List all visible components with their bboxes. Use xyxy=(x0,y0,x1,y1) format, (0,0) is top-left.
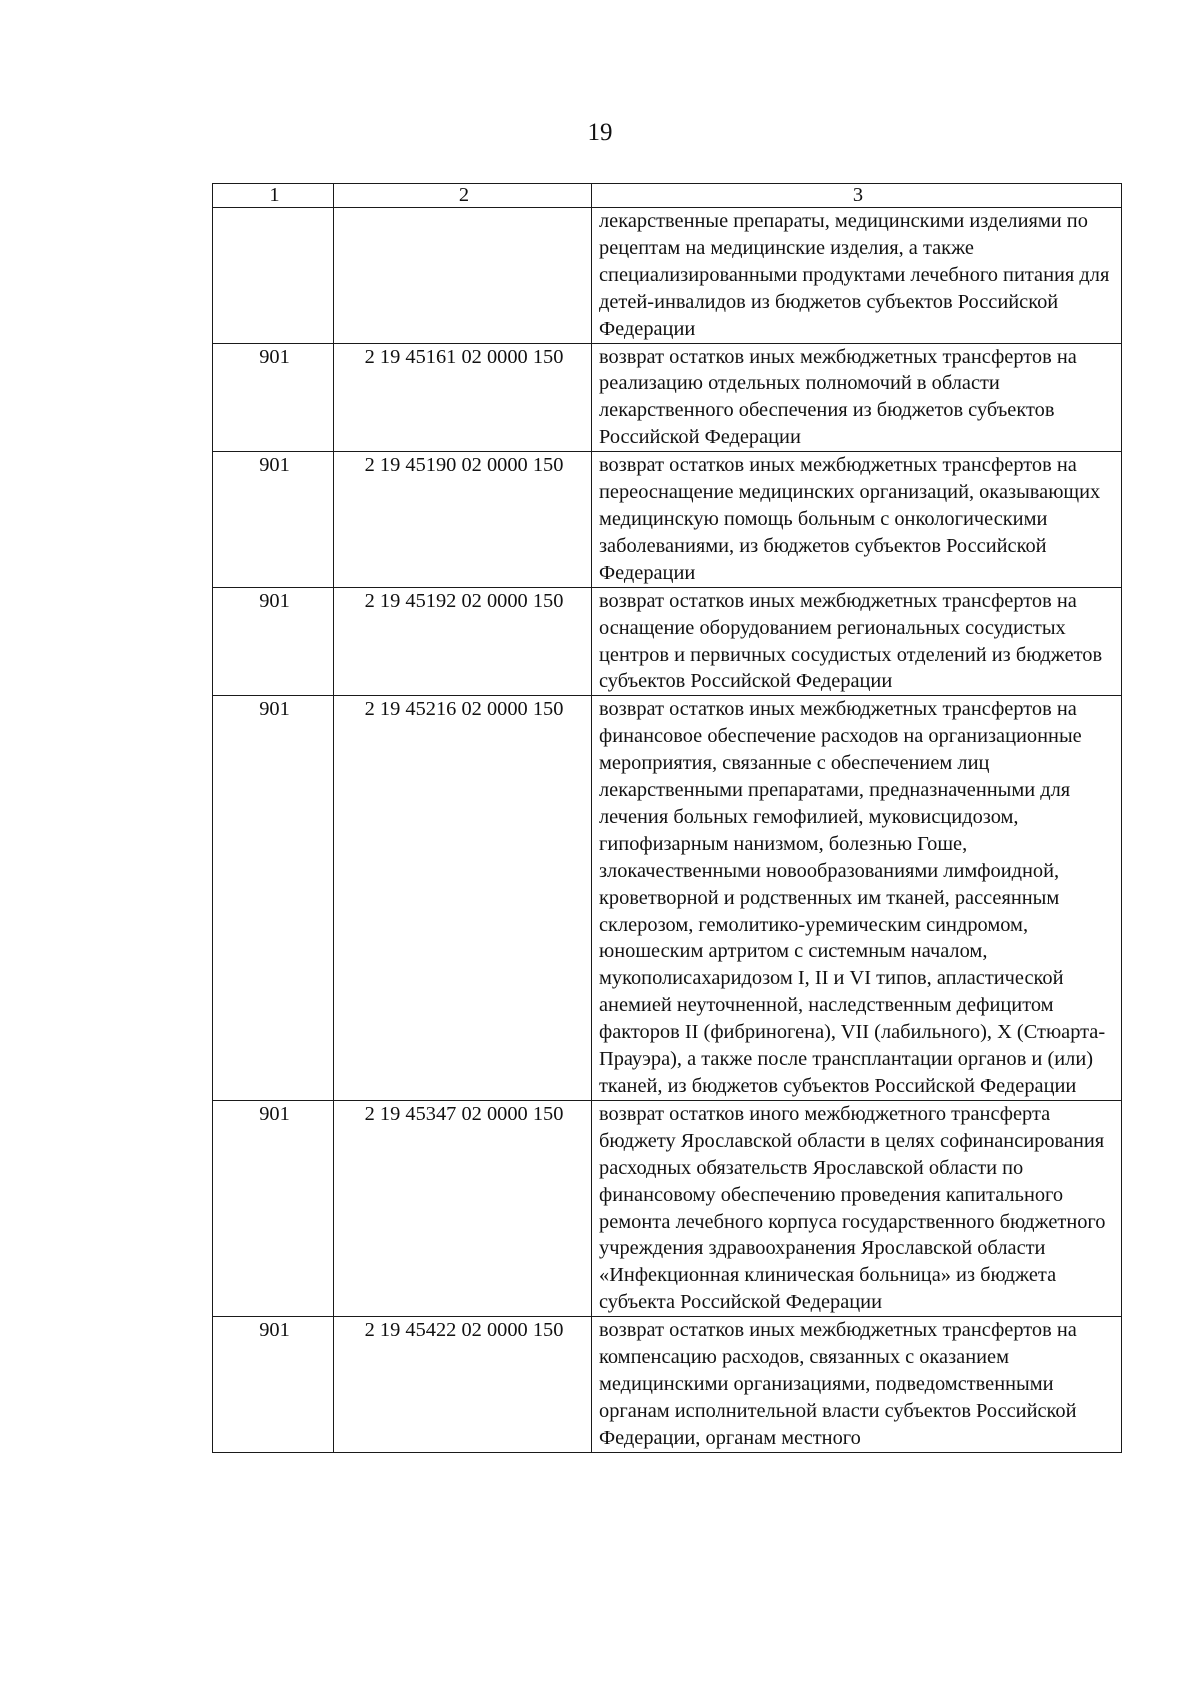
table-row xyxy=(213,587,1122,696)
table-row xyxy=(213,1317,1122,1453)
admin-code-cell xyxy=(213,208,334,344)
table-row xyxy=(213,343,1122,452)
admin-code-cell: 901 xyxy=(213,587,334,696)
budget-code-cell: 2 19 45422 02 0000 150 xyxy=(334,1317,592,1453)
budget-code-cell: 2 19 45347 02 0000 150 xyxy=(334,1100,592,1316)
budget-code-cell: 2 19 45161 02 0000 150 xyxy=(334,343,592,452)
page-number: 19 xyxy=(587,119,613,146)
admin-code-cell: 901 xyxy=(213,696,334,1101)
column-header-1: 1 xyxy=(213,184,334,208)
column-header-2: 2 xyxy=(334,184,592,208)
budget-code-cell xyxy=(334,208,592,344)
admin-code-cell: 901 xyxy=(213,452,334,588)
description-cell: возврат остатков иного межбюджетного трансферта бюджету Ярославской области в целях софинансирования расходных обязательств Ярославской области по финансовому обеспечению проведения капитального ремонта лечебного корпуса государственного бюджетного учреждения здравоохранения Ярославской области «Инфекционная клиническая больница» из бюджета субъекта Российской Федерации xyxy=(592,1100,1122,1316)
table-row xyxy=(213,1100,1122,1316)
description-cell: возврат остатков иных межбюджетных трансфертов на переоснащение медицинских организаций, оказывающих медицинскую помощь больным с онкологическими заболеваниями, из бюджетов субъектов Российской Федерации xyxy=(592,452,1122,588)
table-row xyxy=(213,696,1122,1101)
table-header-row xyxy=(213,184,1122,208)
description-cell: возврат остатков иных межбюджетных трансфертов на компенсацию расходов, связанных с оказанием медицинскими организациями, подведомственными органам исполнительной власти субъектов Российской Федерации, органам местного xyxy=(592,1317,1122,1453)
description-cell: возврат остатков иных межбюджетных трансфертов на финансовое обеспечение расходов на организационные мероприятия, связанные с обеспечением лиц лекарственными препаратами, предназначенными для лечения больных гемофилией, муковисцидозом, гипофизарным нанизмом, болезнью Гоше, злокачественными новообразованиями лимфоидной, кроветворной и родственных им тканей, рассеянным склерозом, гемолитико-уремическим синдромом, юношеским артритом с системным началом, мукополисахаридозом I, II и VI типов, апластической анемией неуточненной, наследственным дефицитом факторов II (фибриногена), VII (лабильного), X (Стюарта-Прауэра), а также после трансплантации органов и (или) тканей, из бюджетов субъектов Российской Федерации xyxy=(592,696,1122,1101)
admin-code-cell: 901 xyxy=(213,343,334,452)
budget-code-cell: 2 19 45192 02 0000 150 xyxy=(334,587,592,696)
description-cell: возврат остатков иных межбюджетных трансфертов на реализацию отдельных полномочий в области лекарственного обеспечения из бюджетов субъектов Российской Федерации xyxy=(592,343,1122,452)
description-cell: возврат остатков иных межбюджетных трансфертов на оснащение оборудованием региональных сосудистых центров и первичных сосудистых отделений из бюджетов субъектов Российской Федерации xyxy=(592,587,1122,696)
description-cell: лекарственные препараты, медицинскими изделиями по рецептам на медицинские изделия, а также специализированными продуктами лечебного питания для детей-инвалидов из бюджетов субъектов Российской Федерации xyxy=(592,208,1122,344)
budget-code-cell: 2 19 45216 02 0000 150 xyxy=(334,696,592,1101)
table-row xyxy=(213,208,1122,344)
admin-code-cell: 901 xyxy=(213,1317,334,1453)
column-header-3: 3 xyxy=(592,184,1122,208)
table-row xyxy=(213,452,1122,588)
budget-codes-table xyxy=(212,183,1122,1453)
budget-code-cell: 2 19 45190 02 0000 150 xyxy=(334,452,592,588)
admin-code-cell: 901 xyxy=(213,1100,334,1316)
